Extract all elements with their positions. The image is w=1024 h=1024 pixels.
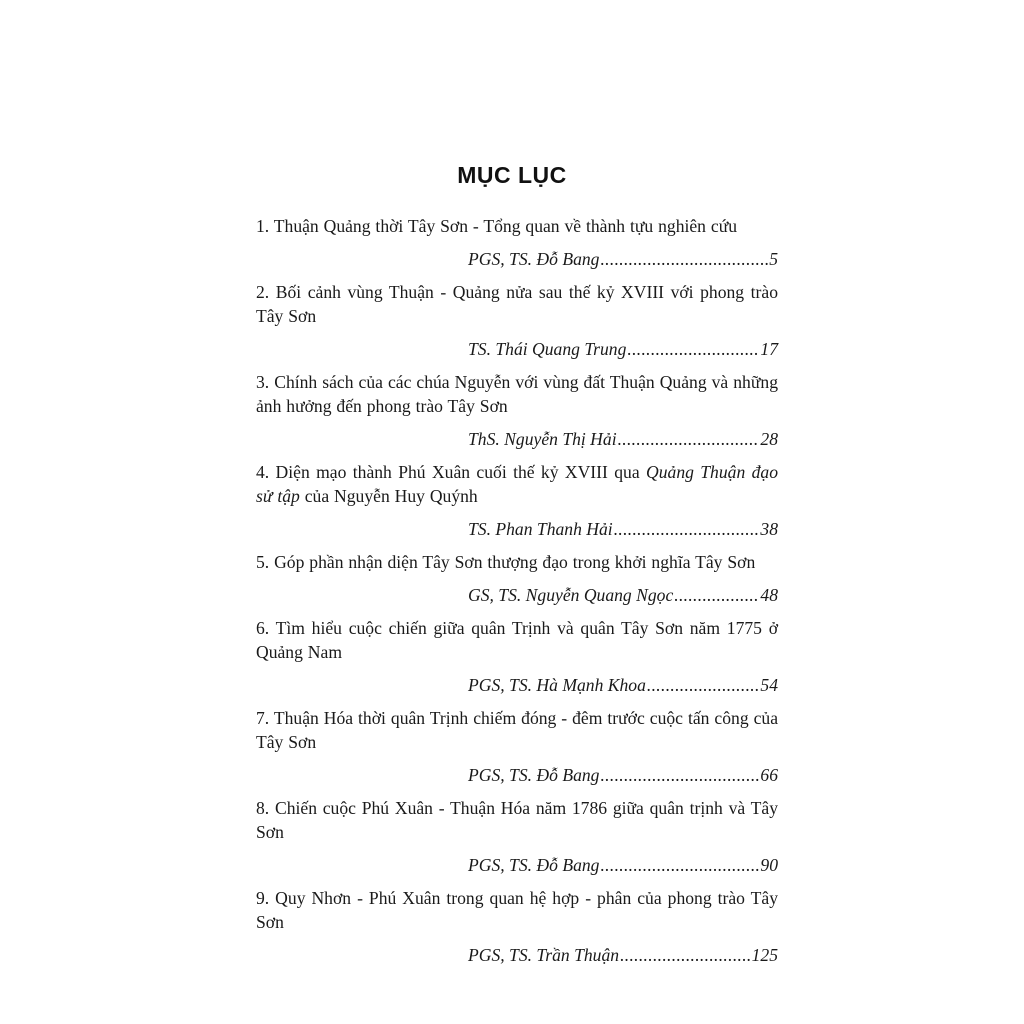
dot-leader [618,427,760,451]
toc-entry-title [256,550,778,574]
toc-entry [256,370,778,451]
toc-entry-title-text: 6. Tìm hiểu cuộc chiến giữa quân Trịnh và quân Tây Sơn năm 1775 ở Quảng Nam [256,618,778,662]
toc-entry-title-italic: Quảng Thuận đạo sử tập [256,462,778,506]
toc-entry-title [256,280,778,328]
toc-entry [256,706,778,787]
toc-entry-page-number: 125 [751,945,778,965]
toc-entry-author: GS, TS. Nguyễn Quang Ngọc [468,585,674,605]
toc-entry [256,550,778,607]
table-of-contents [256,214,778,976]
toc-entry-author: PGS, TS. Trần Thuận [468,945,620,965]
toc-entry-title-text: 4. Diện mạo thành Phú Xuân cuối thế kỷ XVIII qua [256,462,647,482]
dot-leader [674,583,759,607]
toc-entry-title [256,796,778,844]
toc-entry-page-number: 5 [769,249,778,269]
toc-entry-title [256,370,778,418]
toc-entry-author: PGS, TS. Đỗ Bang [468,249,600,269]
toc-entry-author-line [468,337,778,361]
toc-entry-title [256,460,778,508]
toc-entry [256,280,778,361]
dot-leader [627,337,759,361]
toc-entry [256,214,778,271]
dot-leader [600,247,768,271]
toc-entry-author: PGS, TS. Đỗ Bang [468,765,600,785]
toc-entry-title-text: 3. Chính sách của các chúa Nguyễn với vùng đất Thuận Quảng và những ảnh hưởng đến phong trào Tây Sơn [256,372,778,416]
toc-entry [256,886,778,967]
toc-entry-title [256,214,778,238]
toc-entry-page-number: 17 [760,339,778,359]
toc-entry-author: PGS, TS. Đỗ Bang [468,855,600,875]
toc-entry [256,796,778,877]
dot-leader [600,853,759,877]
toc-entry-title [256,886,778,934]
toc-entry-author-line [468,247,778,271]
dot-leader [647,673,760,697]
toc-entry-author-line [468,517,778,541]
toc-entry-author: ThS. Nguyễn Thị Hải [468,429,617,449]
toc-entry-title-text: 5. Góp phần nhận diện Tây Sơn thượng đạo trong khởi nghĩa Tây Sơn [256,552,756,572]
toc-entry-title [256,706,778,754]
toc-entry-author-line [468,853,778,877]
toc-entry-author-line [468,583,778,607]
dot-leader [620,943,751,967]
toc-entry-title-text: 1. Thuận Quảng thời Tây Sơn - Tổng quan về thành tựu nghiên cứu [256,216,738,236]
toc-entry-author: TS. Phan Thanh Hải [468,519,613,539]
toc-entry-page-number: 66 [760,765,778,785]
toc-entry-page-number: 38 [760,519,778,539]
toc-entry-page-number: 28 [760,429,778,449]
toc-entry-author-line [468,427,778,451]
toc-entry-title-text: 2. Bối cảnh vùng Thuận - Quảng nửa sau thế kỷ XVIII với phong trào Tây Sơn [256,282,778,326]
toc-entry-author-line [468,673,778,697]
toc-entry-page-number: 48 [760,585,778,605]
toc-entry-title-text: 7. Thuận Hóa thời quân Trịnh chiếm đóng - đêm trước cuộc tấn công của Tây Sơn [256,708,778,752]
toc-entry-title-text: 9. Quy Nhơn - Phú Xuân trong quan hệ hợp - phân của phong trào Tây Sơn [256,888,778,932]
page-title: MỤC LỤC [457,162,567,188]
toc-entry-author-line [468,763,778,787]
toc-entry-title [256,616,778,664]
dot-leader [600,763,759,787]
dot-leader [614,517,760,541]
toc-entry-author-line [468,943,778,967]
toc-entry-title-text: của Nguyễn Huy Quýnh [299,486,478,506]
toc-entry [256,616,778,697]
toc-entry-page-number: 54 [760,675,778,695]
toc-entry-page-number: 90 [760,855,778,875]
toc-entry-author: PGS, TS. Hà Mạnh Khoa [468,675,646,695]
toc-entry-title-text: 8. Chiến cuộc Phú Xuân - Thuận Hóa năm 1786 giữa quân trịnh và Tây Sơn [256,798,778,842]
toc-entry [256,460,778,541]
toc-entry-author: TS. Thái Quang Trung [468,339,627,359]
